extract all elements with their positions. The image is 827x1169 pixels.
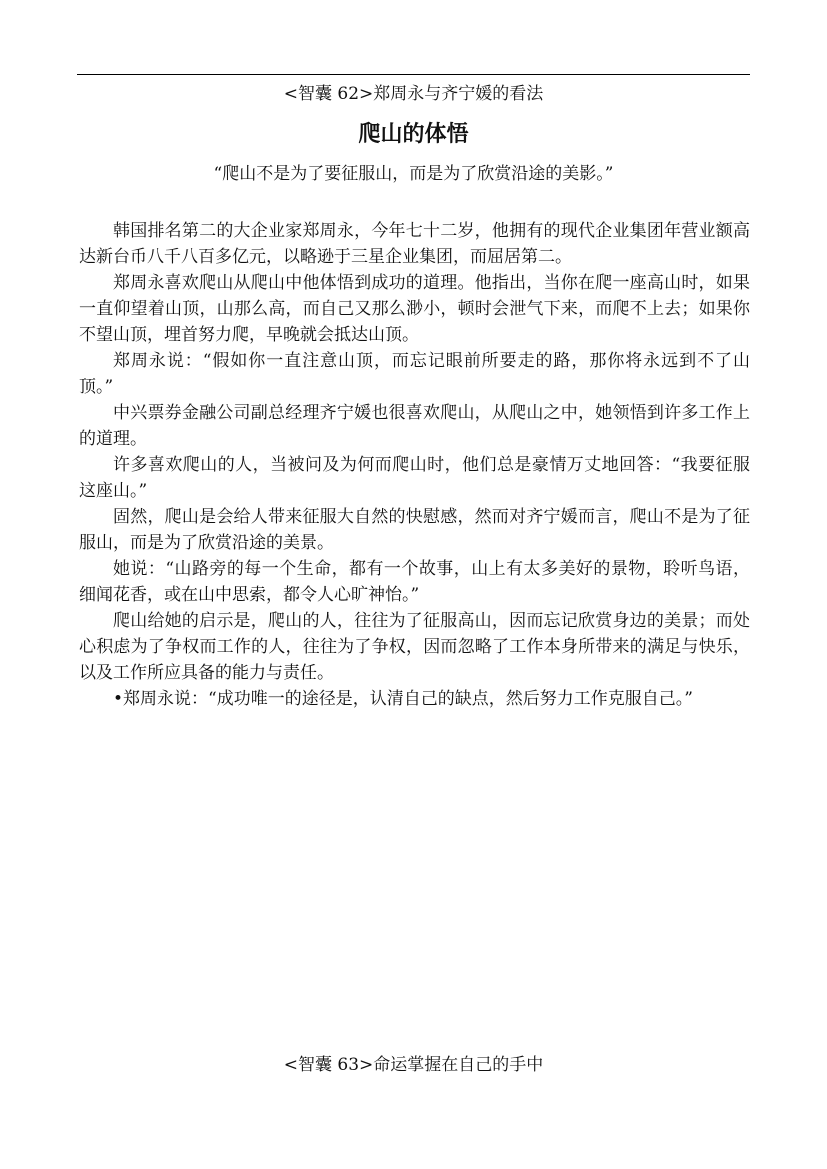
article-epigraph: “爬山不是为了要征服山，而是为了欣赏沿途的美影。” bbox=[213, 164, 614, 184]
paragraph: 固然，爬山是会给人带来征服大自然的快慰感，然而对齐宁媛而言，爬山不是为了征服山，而是为了欣赏沿途的美景。 bbox=[79, 507, 750, 553]
paragraph: •郑周永说：“成功唯一的途径是，认清自己的缺点，然后努力工作克服自己。” bbox=[113, 689, 693, 709]
header-rule bbox=[77, 74, 750, 75]
paragraph: 中兴票券金融公司副总经理齐宁媛也很喜欢爬山，从爬山之中，她领悟到许多工作上的道理。 bbox=[79, 403, 750, 449]
paragraph: 爬山给她的启示是，爬山的人，往往为了征服高山，因而忘记欣赏身边的美景；而处心积虑为了争权而工作的人，往往为了争权，因而忽略了工作本身所带来的满足与快乐，以及工作所应具备的能力与责任。 bbox=[79, 611, 750, 683]
paragraph: 郑周永说：“假如你一直注意山顶，而忘记眼前所要走的路，那你将永远到不了山顶。” bbox=[79, 351, 750, 397]
paragraph: 郑周永喜欢爬山从爬山中他体悟到成功的道理。他指出，当你在爬一座高山时，如果一直仰望着山顶，山那么高，而自己又那么渺小，顿时会泄气下来，而爬不上去；如果你不望山顶，埋首努力爬，早晚就会抵达山顶。 bbox=[79, 273, 750, 345]
section-header: <智囊 62>郑周永与齐宁媛的看法 bbox=[283, 84, 544, 104]
article-title: 爬山的体悟 bbox=[358, 121, 469, 147]
paragraph: 许多喜欢爬山的人，当被问及为何而爬山时，他们总是豪情万丈地回答：“我要征服这座山。” bbox=[79, 455, 750, 501]
next-section-header: <智囊 63>命运掌握在自己的手中 bbox=[283, 1055, 544, 1075]
article-body bbox=[79, 218, 750, 712]
paragraph: 韩国排名第二的大企业家郑周永，今年七十二岁，他拥有的现代企业集团年营业额高达新台币八千八百多亿元，以略逊于三星企业集团，而屈居第二。 bbox=[79, 221, 750, 267]
paragraph: 她说：“山路旁的每一个生命，都有一个故事，山上有太多美好的景物，聆听鸟语，细闻花香，或在山中思索，都令人心旷神怡。” bbox=[79, 559, 750, 605]
